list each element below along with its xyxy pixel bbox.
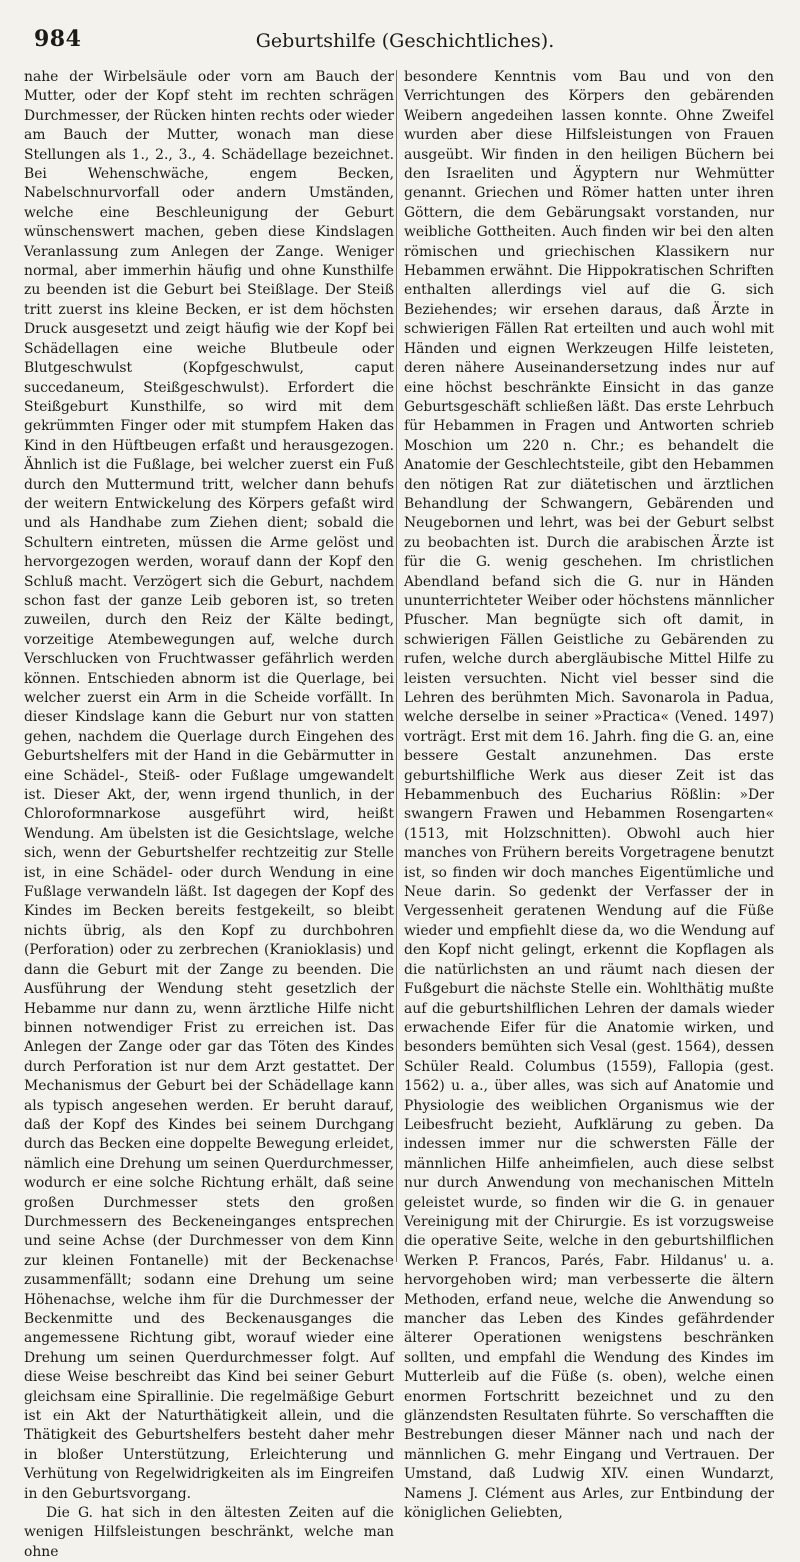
page-header	[34, 26, 776, 56]
right-column	[404, 68, 774, 1522]
column-divider	[396, 70, 397, 1262]
left-paragraph-2: Die G. hat sich in den ältesten Zeiten auf die wenigen Hilfsleistungen beschränkt, welche man ohne	[24, 1505, 394, 1560]
left-paragraph-1: nahe der Wirbelsäule oder vorn am Bauch der Mutter, oder der Kopf steht im rechten schrägen Durchmesser, der Rücken hinten rechts oder wieder am Bauch der Mutter, wonach man diese Stellungen als 1., 2., 3., 4. Schädellage bezeichnet. Bei Wehenschwäche, engem Becken, Nabelschnurvorfall oder andern Umständen, welche eine Beschleunigung der Geburt wünschenswert machen, geben diese Kindslagen Veranlassung zum Anlegen der Zange. Weniger normal, aber immerhin häufig und ohne Kunsthilfe zu beenden ist die Geburt bei Steißlage. Der Steiß tritt zuerst ins kleine Becken, er ist dem höchsten Druck ausgesetzt und zeigt häufig wie der Kopf bei Schädellagen eine weiche Blutbeule oder Blutgeschwulst (Kopfgeschwulst, caput succedaneum, Steißgeschwulst). Erfordert die Steißgeburt Kunsthilfe, so wird mit dem gekrümmten Finger oder mit stumpfem Haken das Kind in den Hüftbeugen erfaßt und herausgezogen. Ähnlich ist die Fußlage, bei welcher zuerst ein Fuß durch den Muttermund tritt, welcher dann behufs der weitern Entwickelung des Körpers gefaßt wird und als Handhabe zum Ziehen dient; sobald die Schultern eintreten, müssen die Arme gelöst und hervorgezogen werden, worauf dann der Kopf den Schluß macht. Verzögert sich die Geburt, nachdem schon fast der ganze Leib geboren ist, so treten zuweilen, durch den Reiz der Kälte bedingt, vorzeitige Atembewegungen auf, welche durch Verschlucken von Fruchtwasser gefährlich werden können. Entschieden abnorm ist die Querlage, bei welcher zuerst ein Arm in die Scheide vorfällt. In dieser Kindslage kann die Geburt nur von statten gehen, nachdem die Querlage durch Eingehen des Geburtshelfers mit der Hand in die Gebärmutter in eine Schädel-, Steiß- oder Fußlage umgewandelt ist. Dieser Akt, der, wenn irgend thunlich, in der Chloroformnarkose ausgeführt wird, heißt Wendung. Am übelsten ist die Gesichtslage, welche sich, wenn der Geburtshelfer rechtzeitig zur Stelle ist, in eine Schädel- oder durch Wendung in eine Fußlage verwandeln läßt. Ist dagegen der Kopf des Kindes im Becken bereits festgekeilt, so bleibt nichts übrig, als den Kopf zu durchbohren (Perforation) oder zu zerbrechen (Kranioklasis) und dann die Geburt mit der Zange zu beenden. Die Ausführung der Wendung steht gesetzlich der Hebamme nur dann zu, wenn ärztliche Hilfe nicht binnen notwendiger Frist zu erreichen ist. Das Anlegen der Zange oder gar das Töten des Kindes durch Perforation ist nur dem Arzt gestattet. Der Mechanismus der Geburt bei der Schädellage kann als typisch angesehen werden. Er beruht darauf, daß der Kopf des Kindes bei seinem Durchgang durch das Becken eine doppelte Bewegung erleidet, nämlich eine Drehung um seinen Querdurchmesser, wodurch er eine solche Richtung erhält, daß seine großen Durchmesser stets den großen Durchmessern des Beckeneinganges entsprechen und seine Achse (der Durchmesser von dem Kinn zur kleinen Fontanelle) mit der Beckenachse zusammenfällt; sodann eine Drehung um seine Höhenachse, welche ihm für die Durchmesser der Beckenmitte und des Beckenausganges die angemessene Richtung gibt, worauf wieder eine Drehung um seinen Querdurchmesser folgt. Auf diese Weise beschreibt das Kind bei seiner Geburt gleichsam eine Spirallinie. Die regelmäßige Geburt ist ein Akt der Naturthätigkeit allein, und die Thätigkeit des Geburtshelfers besteht daher mehr in bloßer Unterstützung, Erleichterung und Verhütung von Regelwidrigkeiten als im Eingreifen in den Geburtsvorgang.	[24, 69, 394, 1502]
right-paragraph-1: besondere Kenntnis vom Bau und von den Verrichtungen des Körpers den gebärenden Weibern angedeihen lassen konnte. Ohne Zweifel wurden aber diese Hilfsleistungen von Frauen ausgeübt. Wir finden in den heiligen Büchern bei den Israeliten und Ägyptern nur Wehmütter genannt. Griechen und Römer hatten unter ihren Göttern, die dem Gebärungsakt vorstanden, nur weibliche Gottheiten. Auch finden wir bei den alten römischen und griechischen Klassikern nur Hebammen erwähnt. Die Hippokratischen Schriften enthalten allerdings viel auf die G. sich Beziehendes; wir ersehen daraus, daß Ärzte in schwierigen Fällen Rat erteilten und auch wohl mit Händen und eignen Werkzeugen Hilfe leisteten, deren nähere Auseinandersetzung indes nur auf eine höchst beschränkte Einsicht in das ganze Geburtsgeschäft schließen läßt. Das erste Lehrbuch für Hebammen in Fragen und Antworten schrieb Moschion um 220 n. Chr.; es behandelt die Anatomie der Geschlechtsteile, gibt den Hebammen den nötigen Rat zur diätetischen und ärztlichen Behandlung der Schwangern, Gebärenden und Neugebornen und lehrt, was bei der Geburt selbst zu beobachten ist. Durch die arabischen Ärzte ist für die G. wenig geschehen. Im christlichen Abendland befand sich die G. nur in Händen ununterrichteter Weiber oder höchstens männlicher Pfuscher. Man begnügte sich oft damit, in schwierigen Fällen Geistliche zu Gebärenden zu rufen, welche durch abergläubische Mittel Hilfe zu leisten versuchten. Nicht viel besser sind die Lehren des berühmten Mich. Savonarola in Padua, welche derselbe in seiner »Practica« (Vened. 1497) vorträgt. Erst mit dem 16. Jahrh. fing die G. an, eine bessere Gestalt anzunehmen. Das erste geburtshilfliche Werk aus dieser Zeit ist das Hebammenbuch des Eucharius Rößlin: »Der swangern Frawen und Hebammen Rosengarten« (1513, mit Holzschnitten). Obwohl auch hier manches von Frühern bereits Vorgetragene benutzt ist, so finden wir doch manches Eigentümliche und Neue darin. So gedenkt der Verfasser der in Vergessenheit geratenen Wendung auf die Füße wieder und empfiehlt diese da, wo die Wendung auf den Kopf nicht gelingt, erkennt die Kopflagen als die natürlichsten an und räumt nach diesen der Fußgeburt die nächste Stelle ein. Wohlthätig mußte auf die geburtshilflichen Lehren der damals wieder erwachende Eifer für die Anatomie wirken, und besonders bemühten sich Vesal (gest. 1564), dessen Schüler Reald. Columbus (1559), Fallopia (gest. 1562) u. a., über alles, was sich auf Anatomie und Physiologie des weiblichen Organismus wie der Leibesfrucht bezieht, Aufklärung zu geben. Da indessen immer nur die schwersten Fälle der männlichen Hilfe anheimfielen, auch diese selbst nur durch Anwendung von mechanischen Mitteln geleistet wurde, so finden wir die G. in genauer Vereinigung mit der Chirurgie. Es ist vorzugsweise die operative Seite, welche in den geburtshilflichen Werken P. Francos, Parés, Fabr. Hildanus' u. a. hervorgehoben wird; man verbesserte die ältern Methoden, erfand neue, welche die Anwendung so mancher das Leben des Kindes gefährdender älterer Operationen wenigstens beschränken sollten, und empfahl die Wendung des Kindes im Mutterleib auf die Füße (s. oben), welche einen enormen Fortschritt bezeichnet und zu den glänzendsten Resultaten führte. So verschafften die Bestrebungen dieser Männer nach und nach der männlichen G. mehr Eingang und Vertrauen. Der Umstand, daß Ludwig XIV. einen Wundarzt, Namens J. Clément aus Arles, zur Entbindung der königlichen Geliebten,	[404, 69, 774, 1522]
running-title: Geburtshilfe (Geschichtliches).	[255, 30, 555, 52]
page-number: 984	[34, 26, 82, 52]
left-column	[24, 68, 394, 1560]
